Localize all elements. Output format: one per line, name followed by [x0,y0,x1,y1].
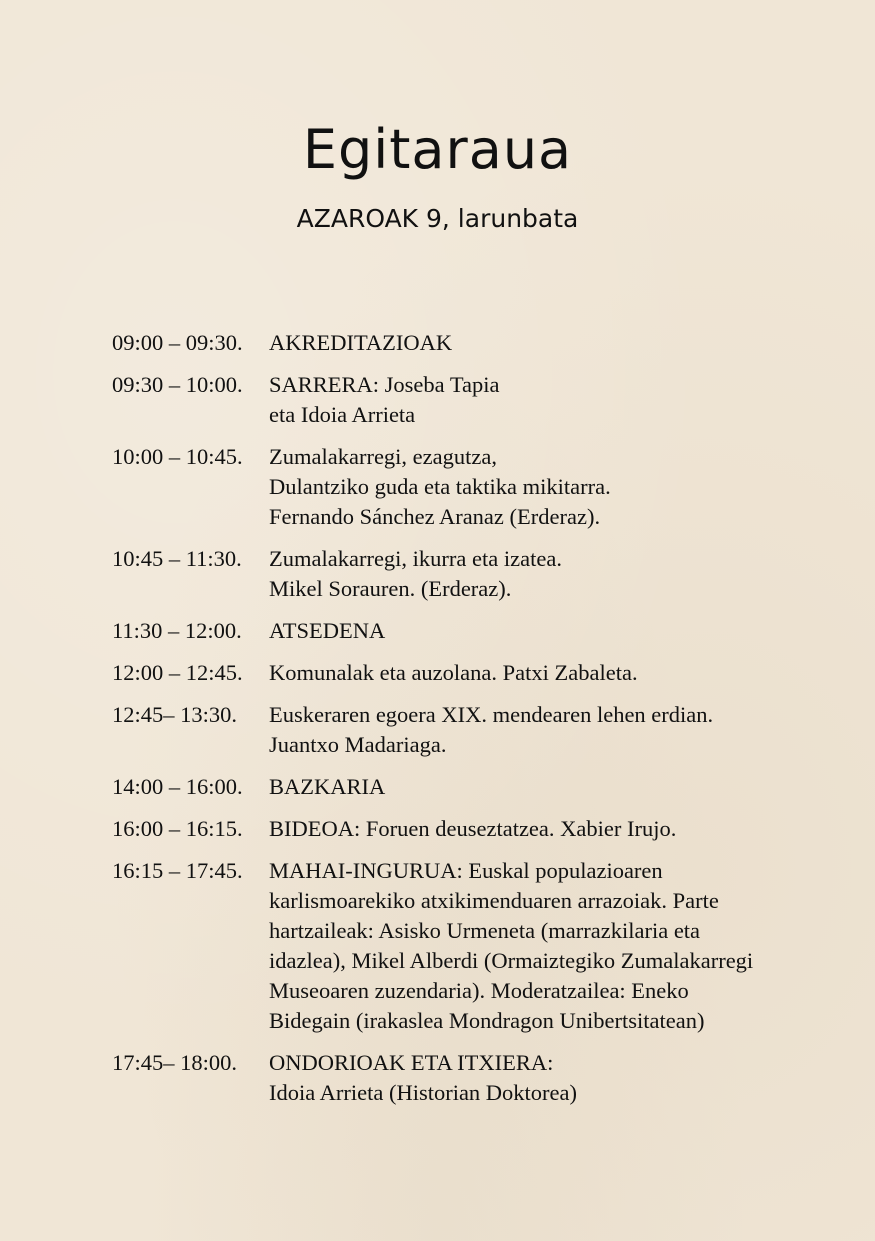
schedule-description [269,658,832,688]
schedule-description-line: Bidegain (irakaslea Mondragon Unibertsitatean) [269,1008,705,1033]
schedule-description-line: Museoaren zuzendaria). Moderatzailea: Eneko [269,978,689,1003]
schedule-row [112,370,832,430]
schedule-description-line: Idoia Arrieta (Historian Doktorea) [269,1080,578,1105]
schedule-description-line: AKREDITAZIOAK [269,330,453,355]
schedule-description-line: Mikel Sorauren. (Erderaz). [269,576,512,601]
schedule-description-line: Zumalakarregi, ikurra eta izatea. [269,546,562,571]
schedule-description-line: Juantxo Madariaga. [269,732,447,757]
schedule-description [269,814,832,844]
schedule-description-line: karlismoarekiko atxikimenduaren arrazoiak. Parte [269,888,719,913]
schedule-row [112,616,832,646]
schedule-time: 09:00 – 09:30. [112,330,243,355]
schedule-description [269,370,832,430]
schedule-time: 10:45 – 11:30. [112,546,242,571]
schedule-description [269,700,832,760]
schedule-row [112,1048,832,1108]
page-title: Egitaraua [302,118,573,181]
schedule-description [269,1048,832,1108]
schedule-description-line: BIDEOA: Foruen deuseztatzea. Xabier Irujo. [269,816,677,841]
schedule-description-line: Euskeraren egoera XIX. mendearen lehen erdian. [269,702,714,727]
schedule-description-line: Dulantziko guda eta taktika mikitarra. [269,474,611,499]
schedule-description-line: hartzaileak: Asisko Urmeneta (marrazkilaria eta [269,918,701,943]
schedule-row [112,442,832,532]
schedule-time: 12:00 – 12:45. [112,660,243,685]
schedule-list [112,328,832,1120]
schedule-description [269,616,832,646]
schedule-description-line: BAZKARIA [269,774,386,799]
schedule-row [112,544,832,604]
schedule-description-line: ONDORIOAK ETA ITXIERA: [269,1050,554,1075]
schedule-description-line: idazlea), Mikel Alberdi (Ormaiztegiko Zumalakarregi [269,948,754,973]
schedule-description-line: ATSEDENA [269,618,386,643]
schedule-time: 17:45– 18:00. [112,1050,238,1075]
schedule-description-line: MAHAI-INGURUA: Euskal populazioaren [269,858,663,883]
schedule-time: 16:15 – 17:45. [112,858,243,883]
schedule-row [112,814,832,844]
schedule-row [112,856,832,1036]
schedule-description [269,328,832,358]
schedule-row [112,700,832,760]
schedule-description [269,856,832,1036]
schedule-row [112,658,832,688]
schedule-description [269,772,832,802]
schedule-time: 16:00 – 16:15. [112,816,243,841]
schedule-time: 10:00 – 10:45. [112,444,243,469]
schedule-time: 09:30 – 10:00. [112,372,243,397]
schedule-description-line: Zumalakarregi, ezagutza, [269,444,497,469]
schedule-time: 14:00 – 16:00. [112,774,243,799]
schedule-description [269,544,832,604]
schedule-description [269,442,832,532]
schedule-row [112,772,832,802]
schedule-row [112,328,832,358]
schedule-description-line: Komunalak eta auzolana. Patxi Zabaleta. [269,660,638,685]
schedule-description-line: Fernando Sánchez Aranaz (Erderaz). [269,504,601,529]
date-subtitle: AZAROAK 9, larunbata [296,204,579,233]
schedule-description-line: SARRERA: Joseba Tapia [269,372,500,397]
schedule-time: 12:45– 13:30. [112,702,238,727]
schedule-time: 11:30 – 12:00. [112,618,242,643]
schedule-description-line: eta Idoia Arrieta [269,402,416,427]
